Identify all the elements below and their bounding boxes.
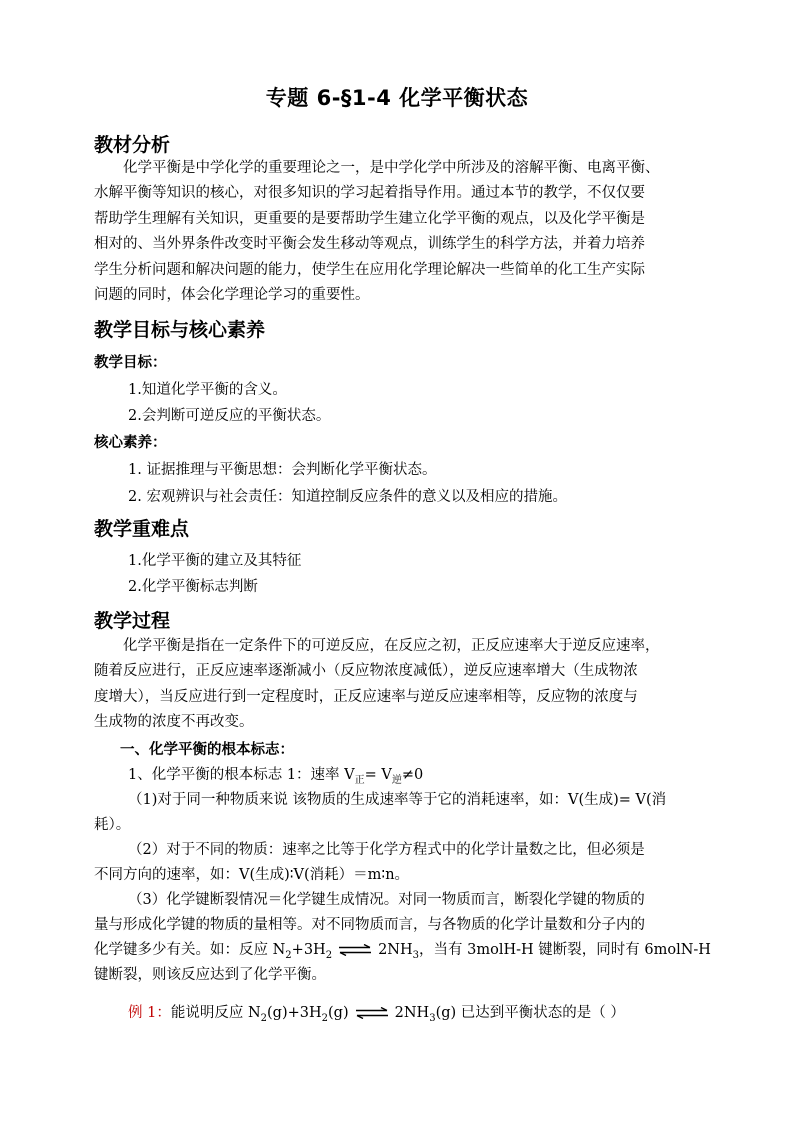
example-text: 2NH	[394, 1005, 430, 1021]
difficulty-item: 1.化学平衡的建立及其特征	[128, 553, 302, 569]
analysis-line: 化学平衡是中学化学的重要理论之一，是中学化学中所涉及的溶解平衡、电离平衡、	[123, 160, 660, 176]
point-2-line-2: 不同方向的速率，如：V(生成)∶V(消耗）＝m∶n。	[94, 867, 410, 883]
example-1-line	[128, 1001, 625, 1024]
process-intro-line: 度增大），当反应进行到一定程度时，正反应速率与逆反应速率相等，反应物的浓度与	[94, 688, 638, 705]
subscript: 2	[285, 949, 292, 961]
teaching-goals-label: 教学目标：	[94, 355, 167, 371]
analysis-line: 水解平衡等知识的核心，对很多知识的学习起着指导作用。通过本节的教学，不仅仅要	[94, 185, 645, 202]
reaction-text: ，当有 3molH-H 键断裂，同时有 6molN-H	[419, 942, 711, 958]
teaching-goal-item: 2.会判断可逆反应的平衡状态。	[128, 408, 331, 424]
subscript: 2	[325, 949, 333, 961]
subscript: 3	[412, 949, 420, 961]
mark-1-mid: = V	[364, 767, 392, 783]
subsection-heading-basic-marks: 一、化学平衡的根本标志：	[120, 742, 294, 758]
process-intro-line: 化学平衡是指在一定条件下的可逆反应，在反应之初，正反应速率大于逆反应速率，	[123, 638, 660, 654]
core-literacy-item: 1. 证据推理与平衡思想：会判断化学平衡状态。	[128, 462, 437, 478]
point-1-line-2: 耗）。	[94, 817, 131, 833]
section-heading-analysis: 教材分析	[94, 134, 171, 156]
mark-1-sub-reverse: 逆	[391, 774, 402, 786]
point-1-line-1: （1)对于同一种物质来说 该物质的生成速率等于它的消耗速率，如：V(生成)= V(消	[128, 792, 667, 808]
point-2-line-1: （2）对于不同的物质：速率之比等于化学方程式中的化学计量数之比，但必须是	[128, 842, 645, 858]
equilibrium-arrows-icon	[355, 1007, 389, 1019]
core-literacy-item: 2. 宏观辨识与社会责任：知道控制反应条件的意义以及相应的措施。	[128, 489, 567, 505]
point-3-line-1: （3）化学键断裂情况＝化学键生成情况。对同一物质而言，断裂化学键的物质的	[128, 892, 645, 908]
mark-1-sub-forward: 正	[354, 774, 365, 786]
example-text: (g) 已达到平衡状态的是（ ）	[435, 1005, 625, 1021]
process-intro-line: 随着反应进行，正反应速率逐渐减小（反应物浓度减低），逆反应速率增大（生成物浓	[94, 663, 638, 680]
analysis-line: 学生分析问题和解决问题的能力，使学生在应用化学理论解决一些简单的化工生产实际	[94, 261, 645, 278]
core-literacy-label: 核心素养：	[94, 435, 167, 451]
page-title: 专题 6-§1-4 化学平衡状态	[265, 86, 529, 110]
section-heading-goals: 教学目标与核心素养	[94, 319, 266, 341]
point-3-line-2: 量与形成化学键的物质的量相等。对不同物质而言，与各物质的化学计量数和分子内的	[94, 917, 645, 933]
point-3-line-4: 键断裂，则该反应达到了化学平衡。	[94, 967, 326, 983]
teaching-goal-item: 1.知道化学平衡的含义。	[128, 382, 287, 398]
subscript: 3	[429, 1012, 436, 1024]
process-intro-line: 生成物的浓度不再改变。	[94, 714, 254, 731]
reaction-text: +3H	[291, 942, 326, 958]
process-intro-paragraph	[94, 634, 700, 736]
subscript: 2	[321, 1012, 329, 1024]
mark-1-line	[128, 763, 423, 786]
point-3-line-3	[94, 938, 711, 961]
analysis-line: 相对的、当外界条件改变时平衡会发生移动等观点，训练学生的科学方法，并着力培养	[94, 236, 645, 253]
analysis-paragraph	[94, 156, 700, 308]
example-label: 例 1：	[128, 1005, 171, 1021]
mark-1-suffix: ≠0	[401, 767, 424, 783]
section-heading-difficulties: 教学重难点	[94, 518, 190, 540]
equilibrium-arrows-icon	[338, 944, 372, 956]
subscript: 2	[260, 1012, 268, 1024]
reaction-text: 化学键多少有关。如：反应 N	[94, 942, 286, 958]
reaction-text: 2NH	[378, 942, 413, 958]
analysis-line: 帮助学生理解有关知识，更重要的是要帮助学生建立化学平衡的观点，以及化学平衡是	[94, 210, 645, 227]
example-text: 能说明反应 N	[170, 1005, 261, 1021]
example-text: (g)	[328, 1005, 349, 1021]
section-heading-process: 教学过程	[94, 610, 171, 632]
example-text: (g)+3H	[267, 1005, 322, 1021]
mark-1-prefix: 1、化学平衡的根本标志 1：速率 V	[128, 767, 355, 783]
analysis-line: 问题的同时，体会化学理论学习的重要性。	[94, 287, 370, 304]
difficulty-item: 2.化学平衡标志判断	[128, 579, 258, 595]
